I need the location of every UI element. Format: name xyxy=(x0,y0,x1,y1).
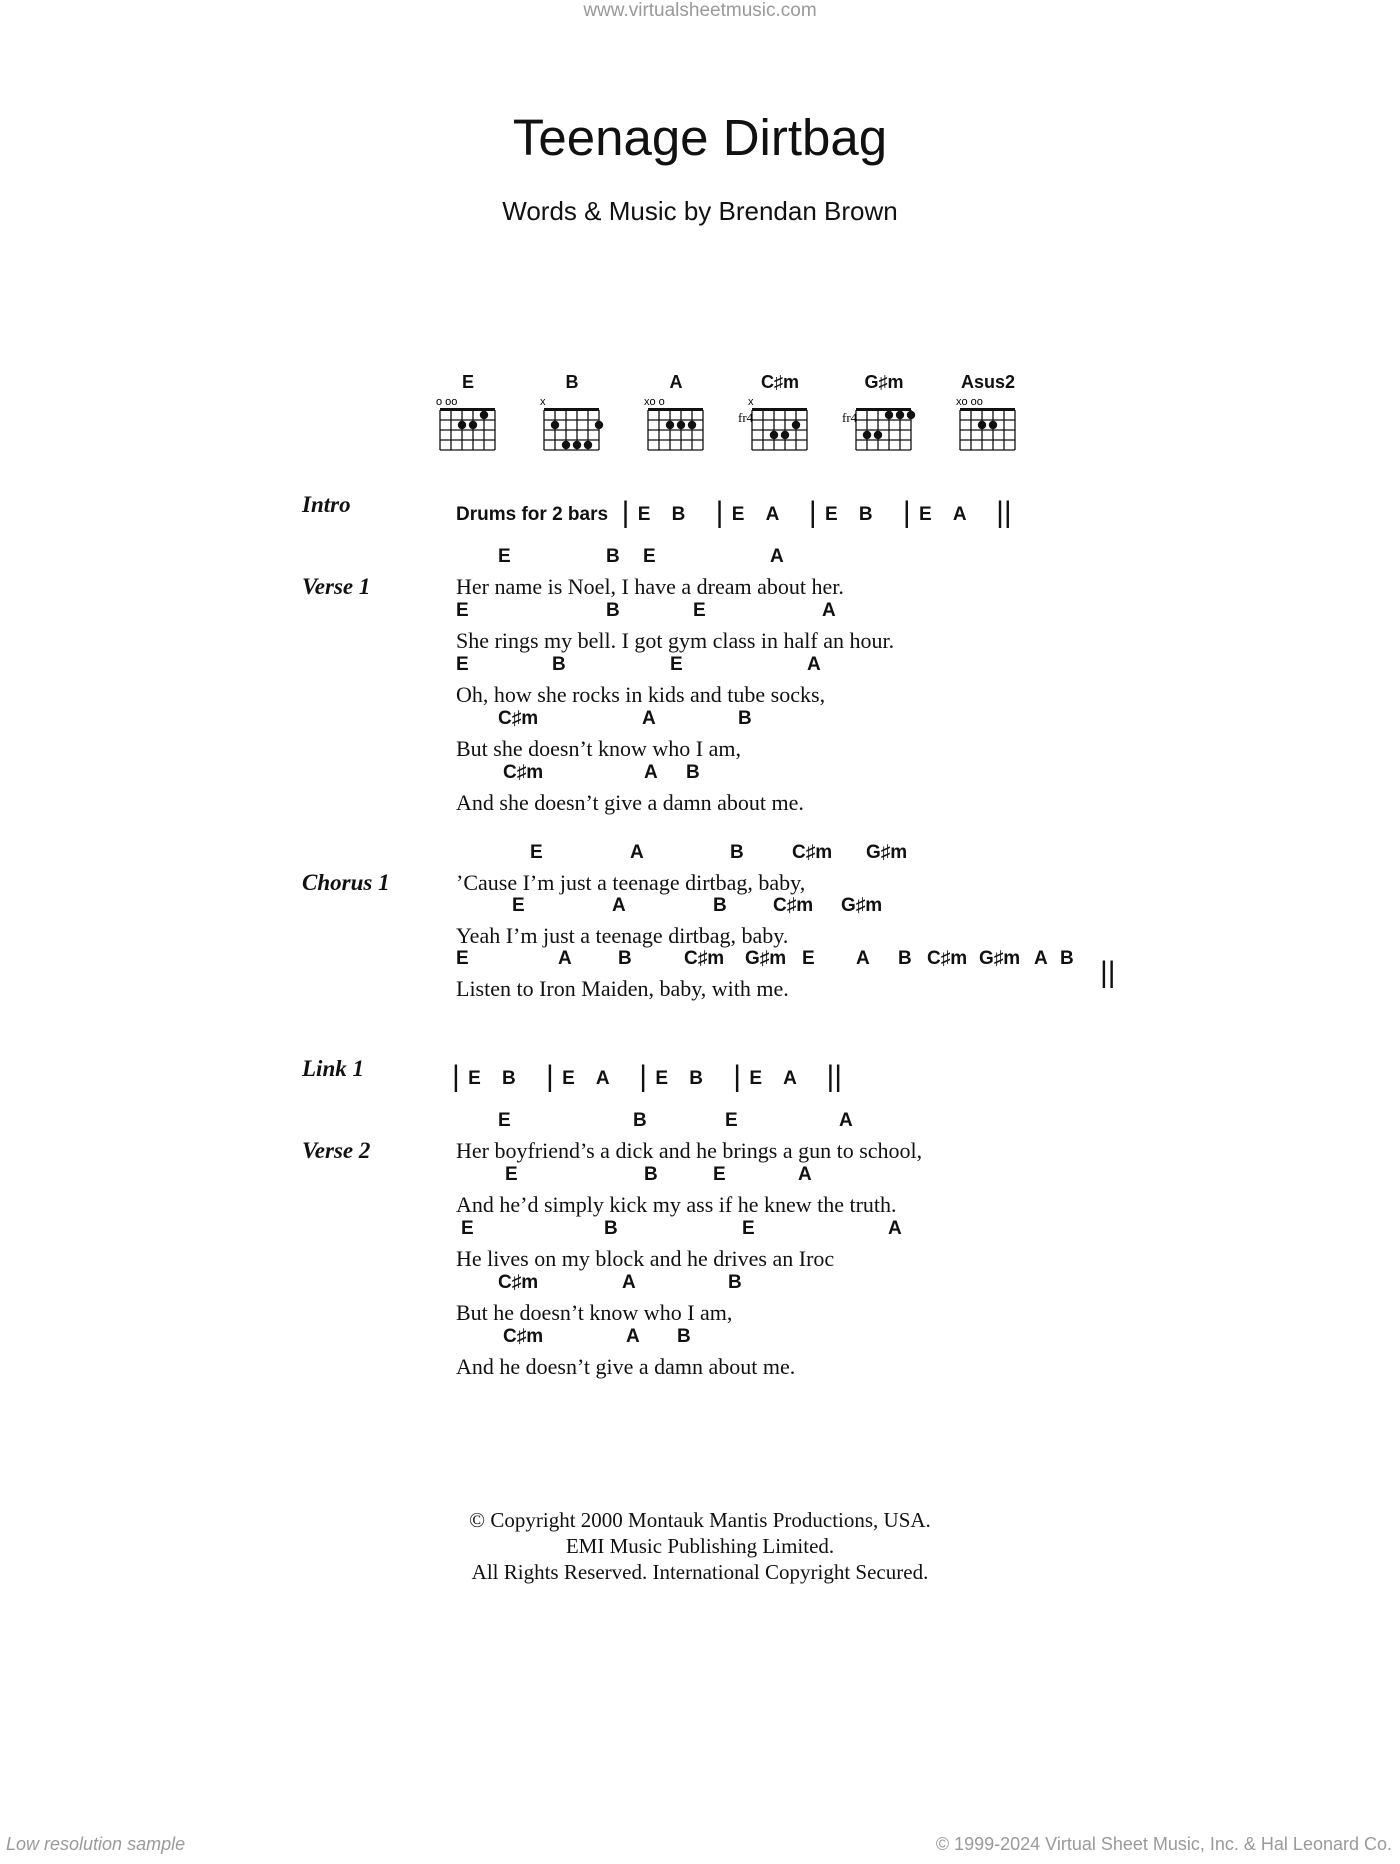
chord-symbol: A xyxy=(807,654,821,675)
chord-symbol: A xyxy=(839,1110,853,1131)
section-label-chorus1: Chorus 1 xyxy=(302,870,390,895)
chord-symbol: A xyxy=(642,708,656,729)
lyric-line: Her boyfriend’s a dick and he brings a gun to school, xyxy=(456,1138,923,1163)
lyric-line: Yeah I’m just a teenage dirtbag, baby. xyxy=(456,923,789,948)
bar-chord: B xyxy=(671,504,686,525)
bar-chord: A xyxy=(595,1068,609,1089)
chord-symbol: E xyxy=(742,1218,755,1239)
chord-symbol: C♯m xyxy=(503,1326,544,1347)
chord-symbol: A xyxy=(888,1218,902,1239)
song-title: Teenage Dirtbag xyxy=(512,109,888,166)
chord-symbol: G♯m xyxy=(866,842,908,863)
chord-grid xyxy=(532,394,612,462)
intro-bars xyxy=(456,494,1012,528)
lyric-line: He lives on my block and he drives an Iroc xyxy=(456,1246,835,1271)
chord-grid xyxy=(948,394,1028,462)
bar-chord: E xyxy=(637,504,651,525)
section-label-verse1: Verse 1 xyxy=(302,574,371,599)
chord-diagram-name: A xyxy=(669,372,683,392)
barline: | xyxy=(614,1060,656,1093)
link1-bars xyxy=(452,1058,842,1092)
open-muted-markers: x xyxy=(540,396,546,408)
finger-dot xyxy=(863,431,871,439)
final-barline: || xyxy=(801,1060,843,1093)
chord-symbol: E xyxy=(530,842,543,863)
chord-diagram xyxy=(636,372,716,462)
chord-symbol: B xyxy=(713,895,727,916)
chord-symbol: A xyxy=(644,762,658,783)
lyric-line: Listen to Iron Maiden, baby, with me. xyxy=(456,976,789,1001)
bar-chord: E xyxy=(749,1068,763,1089)
bar-chord: A xyxy=(952,504,966,525)
lyric-line: And he’d simply kick my ass if he knew the truth. xyxy=(456,1192,897,1217)
chord-symbol: E xyxy=(643,546,656,567)
chord-symbol: E xyxy=(498,546,511,567)
finger-dot xyxy=(896,411,904,419)
final-barline: || xyxy=(1100,956,1116,989)
chord-grid xyxy=(740,394,820,462)
chord-symbol: B xyxy=(604,1218,618,1239)
footer-sample-note: Low resolution sample xyxy=(6,1834,186,1854)
chorus1-tail-barlines xyxy=(1100,954,1116,988)
copyright-line-3: All Rights Reserved. International Copyright Secured. xyxy=(471,1560,929,1584)
barline: | xyxy=(783,496,826,529)
chord-diagram-name: B xyxy=(565,372,579,392)
open-muted-markers: xo oo xyxy=(956,396,983,408)
chord-symbol: B xyxy=(686,762,700,783)
finger-dot xyxy=(907,411,915,419)
lyric-line: But she doesn’t know who I am, xyxy=(456,736,741,761)
fret-label: fr4 xyxy=(738,410,754,425)
open-muted-markers: o oo xyxy=(436,396,458,408)
chord-symbol: A xyxy=(770,546,784,567)
finger-dot xyxy=(666,421,674,429)
finger-dot xyxy=(688,421,696,429)
chord-symbol: C♯m xyxy=(498,708,539,729)
chord-diagram xyxy=(844,372,924,462)
barline: | xyxy=(520,1060,563,1093)
lyric-line: Oh, how she rocks in kids and tube socks, xyxy=(456,682,826,707)
lyric-line: She rings my bell. I got gym class in half an hour. xyxy=(456,628,895,653)
finger-dot xyxy=(677,421,685,429)
section-label-link1: Link 1 xyxy=(302,1056,364,1081)
chord-symbol: E xyxy=(713,1164,726,1185)
chord-symbol: A xyxy=(622,1272,636,1293)
chord-symbol: E xyxy=(456,948,469,969)
bar-chord: A xyxy=(765,504,779,525)
bar-chord: E xyxy=(468,1068,481,1089)
section-label-intro: Intro xyxy=(302,492,351,517)
finger-dot xyxy=(562,441,570,449)
finger-dot xyxy=(551,421,559,429)
song-credit: Words & Music by Brendan Brown xyxy=(502,196,898,226)
barline: | xyxy=(877,496,919,529)
chord-symbol: A xyxy=(798,1164,812,1185)
chord-diagram xyxy=(428,372,508,462)
chord-symbol: E xyxy=(456,600,469,621)
finger-dot xyxy=(781,431,789,439)
chord-symbol: C♯m xyxy=(503,762,544,783)
chord-symbol: G♯m xyxy=(841,895,883,916)
bar-chord: B xyxy=(689,1068,703,1089)
barline: | xyxy=(452,1060,469,1093)
chord-symbol: G♯m xyxy=(745,948,787,969)
chord-diagram xyxy=(948,372,1028,462)
chord-diagram-name: Asus2 xyxy=(960,372,1016,392)
chord-symbol: E xyxy=(802,948,815,969)
copyright-line-2: EMI Music Publishing Limited. xyxy=(565,1534,835,1558)
chord-symbol: A xyxy=(558,948,572,969)
chord-symbol: A xyxy=(1034,948,1048,969)
chord-diagram-name: C♯m xyxy=(760,372,799,392)
chord-symbol: C♯m xyxy=(498,1272,539,1293)
bar-chord: B xyxy=(858,504,873,525)
lyric-line: And he doesn’t give a damn about me. xyxy=(456,1354,796,1379)
barline: | xyxy=(690,496,732,529)
chord-symbol: B xyxy=(898,948,912,969)
chord-symbol: B xyxy=(618,948,632,969)
chord-grid xyxy=(844,394,924,462)
chord-symbol: E xyxy=(670,654,683,675)
footer-copyright: © 1999-2024 Virtual Sheet Music, Inc. & Hal Leonard Co. xyxy=(935,1834,1392,1854)
chord-symbol: E xyxy=(512,895,525,916)
final-barline: || xyxy=(971,496,1012,529)
chord-symbol: B xyxy=(552,654,566,675)
open-muted-markers: xo o xyxy=(644,396,665,408)
bar-chord: E xyxy=(825,504,838,525)
site-watermark: www.virtualsheetmusic.com xyxy=(583,0,817,21)
lyric-line: But he doesn’t know who I am, xyxy=(456,1300,733,1325)
chord-symbol: B xyxy=(606,600,620,621)
chord-diagram-name: G♯m xyxy=(864,372,904,392)
open-muted-markers: x xyxy=(748,396,754,408)
finger-dot xyxy=(770,431,778,439)
chord-grid xyxy=(636,394,716,462)
chord-symbol: A xyxy=(612,895,626,916)
chord-symbol: E xyxy=(456,654,469,675)
finger-dot xyxy=(458,421,466,429)
finger-dot xyxy=(874,431,882,439)
chord-symbol: B xyxy=(606,546,620,567)
chord-diagram xyxy=(532,372,612,462)
barline: | xyxy=(613,496,638,529)
chord-symbol: B xyxy=(677,1326,691,1347)
finger-dot xyxy=(989,421,997,429)
intro-lead: Drums for 2 bars xyxy=(456,504,609,525)
finger-dot xyxy=(885,411,893,419)
chord-symbol: B xyxy=(1060,948,1074,969)
bar-chord: A xyxy=(783,1068,797,1089)
chord-symbol: A xyxy=(822,600,836,621)
bar-chord: E xyxy=(655,1068,669,1089)
bar-chord: E xyxy=(562,1068,575,1089)
finger-dot xyxy=(978,421,986,429)
chord-symbol: A xyxy=(630,842,644,863)
chord-symbol: E xyxy=(693,600,706,621)
chord-symbol: E xyxy=(505,1164,518,1185)
finger-dot xyxy=(792,421,800,429)
finger-dot xyxy=(469,421,477,429)
chord-symbol: B xyxy=(728,1272,742,1293)
lyric-line: Her name is Noel, I have a dream about her. xyxy=(456,574,844,599)
chord-symbol: E xyxy=(725,1110,738,1131)
fret-label: fr4 xyxy=(842,410,858,425)
bar-chord: B xyxy=(501,1068,516,1089)
barline: | xyxy=(708,1060,750,1093)
lyric-line: And she doesn’t give a damn about me. xyxy=(456,790,804,815)
chord-symbol: A xyxy=(626,1326,640,1347)
chord-symbol: E xyxy=(498,1110,511,1131)
lyric-line: ’Cause I’m just a teenage dirtbag, baby, xyxy=(456,870,806,895)
finger-dot xyxy=(584,441,592,449)
copyright-line-1: © Copyright 2000 Montauk Mantis Productions, USA. xyxy=(469,1508,931,1532)
chord-symbol: B xyxy=(730,842,744,863)
chord-symbol: G♯m xyxy=(979,948,1021,969)
chord-symbol: A xyxy=(856,948,870,969)
finger-dot xyxy=(480,411,488,419)
chord-symbol: E xyxy=(461,1218,474,1239)
finger-dot xyxy=(573,441,581,449)
finger-dot xyxy=(595,421,603,429)
chord-diagram-name: E xyxy=(461,372,474,392)
chord-symbol: B xyxy=(738,708,752,729)
bar-chord: E xyxy=(919,504,932,525)
bar-chord: E xyxy=(731,504,745,525)
chord-symbol: C♯m xyxy=(684,948,725,969)
chord-symbol: C♯m xyxy=(927,948,968,969)
chord-symbol: B xyxy=(633,1110,647,1131)
section-label-verse2: Verse 2 xyxy=(302,1138,371,1163)
chord-symbol: C♯m xyxy=(773,895,814,916)
chord-symbol: B xyxy=(644,1164,658,1185)
chord-symbol: C♯m xyxy=(792,842,833,863)
chord-diagram xyxy=(740,372,820,462)
chord-grid xyxy=(428,394,508,462)
